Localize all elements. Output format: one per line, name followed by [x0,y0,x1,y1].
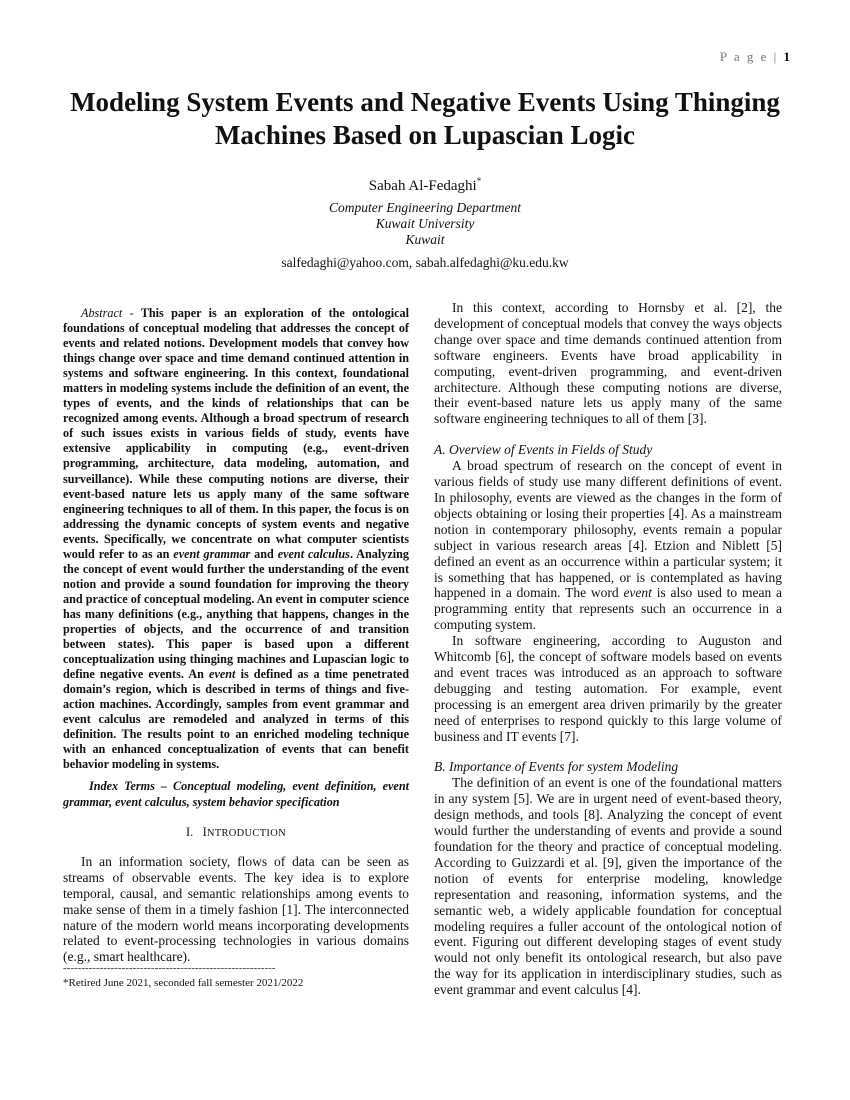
section-title-rest: NTRODUCTION [206,828,286,840]
affiliation [60,200,790,248]
footnote-text: *Retired June 2021, seconded fall semester 2021/2022 [63,977,304,989]
paragraph-text: A broad spectrum of research on the concept of event in various fields of study use many different definitions of event. In philosophy, events are viewed as the changes in the form of objects obtaining or losing their properties [4]. As a mainstream notion in contemporary philosophy, events remain a popular subject in various research areas [4]. Etzion and Niblett [5] defined an event as an occurrence within a particular system; it is something that has happened, or is contemplated as having happened in a domain. The word [434,458,782,601]
abstract-term: event grammar [173,546,251,561]
paragraph: The definition of an event is one of the foundational matters in any system [5]. We are in urgent need of event-based theory, design methods, and tools [8]. Analyzing the concept of event would further the understanding of events and provide a sound foundation for the theory and practice of conceptual modeling. According to Guizzardi et al. [9], given the importance of the notion of events for enterprise modeling, knowledge representation and reasoning, information systems, and the semantic web, a widely applicable foundation for conceptual modeling requires a fuller account of the ontological notion of event. Figuring out different developing stages of event study would not only benefit its ontological research, but also pave the way for its application in interdisciplinary studies, such as event grammar and event calculus [4]. [434,775,782,998]
section-title-cap: I [202,825,207,840]
footnote [63,961,409,991]
paragraph [434,458,782,633]
paper-title: Modeling System Events and Negative Events Using Thinging Machines Based on Lupascian Logic [70,87,780,150]
paragraph: In software engineering, according to Auguston and Whitcomb [6], the concept of software models based on events and event traces was introduced as an approach to software debugging and testing automation. For example, event processing is an emergent area driven primarily by the greater need of enterprises to respond quickly to this large volume of business and IT events [7]. [434,633,782,744]
left-column [63,306,409,965]
author-emails: salfedaghi@yahoo.com, sabah.alfedaghi@ku.edu.kw [281,255,569,270]
paragraph: In this context, according to Hornsby et al. [2], the development of conceptual models that convey the ways objects change over space and time demands continued attention from software engineers. Events have broad applicability in computing, event-driven programming, and event-driven architecture. Although these computing notions are diverse, their event-based nature lets us apply many of the same software engineering techniques to all of them [3]. [434,300,782,427]
author-name: Sabah Al-Fedaghi [368,178,477,194]
author-footnote-mark: * [476,176,482,186]
index-terms: Index Terms – Conceptual modeling, event definition, event grammar, event calculus, system behavior specification [63,779,409,809]
page-number-value: 1 [783,49,790,64]
affiliation-department: Computer Engineering Department [329,200,521,215]
abstract-text: is defined as a time penetrated domain’s region, which is described in terms of things and five-action machines. Accordingly, samples from event grammar and event calculus are remodeled and analyzed in terms of this definition. The results point to an enriched modeling technique with an enhanced conceptualization of events that can benefit behavior modeling in systems. [63,667,409,772]
abstract-text: . Analyzing the concept of event would further the understanding of the event notion and provide a sound foundation for improving the theory and practice of conceptual modeling. An event in computer science has many definitions (e.g., anything that happens, changes in the properties of objects, and the occurrence of and transition between states). This paper is based upon a different conceptualization using thinging machines and Lupascian logic to define negative events. An [63,546,409,682]
page-label: P a g e | [719,49,784,64]
abstract-text: and [250,546,278,561]
abstract-text: This paper is an exploration of the ontological foundations of conceptual modeling that addresses the concept of events and related notions. Development models that convey how things change over space and time demand continued attention in systems and software engineering. In this context, foundational matters in modeling systems include the definition of an event, the types of events, and the kinds of relationships that can be recognized among events. Although a broad spectrum of research of such issues exists in various fields of study, events have extensive applicability in computing (e.g., event-driven programming, architecture, data modeling, automation, and surveillance). While these computing notions are diverse, their event-based nature lets us apply many of the same software engineering techniques to all of them. In this paper, the focus is on addressing the dynamic concepts of system events and negative events. Specifically, we concentrate on what computer scientists would refer to as an [63,306,410,561]
abstract-term: event [209,667,236,682]
footnote-rule: ---------------------------------------------------------- [63,962,276,974]
abstract-term: event calculus [277,546,350,561]
section-heading-introduction [63,825,409,842]
affiliation-university: Kuwait University [375,216,475,231]
paragraph-text: is also used to mean a programming entity that represents such an occurrence in a computing system. [434,585,782,633]
paragraph-term: event [623,585,652,601]
intro-paragraph: In an information society, flows of data can be seen as streams of observable events. The key idea is to explore temporal, causal, and semantic relationships among events to make sense of them in a timely fashion [1]. The interconnected nature of the modern world means incorporating developments related to event-processing technologies in various domains (e.g., smart healthcare). [63,853,409,965]
subsection-heading-a: A. Overview of Events in Fields of Study [434,442,653,458]
abstract-label: Abstract - [81,306,134,320]
affiliation-country: Kuwait [405,232,445,247]
page-number [720,49,790,65]
subsection-heading-b: B. Importance of Events for system Modeling [434,759,679,775]
right-column [434,300,782,998]
section-number: I. [186,825,194,840]
abstract [63,306,409,772]
author-line [60,176,790,195]
